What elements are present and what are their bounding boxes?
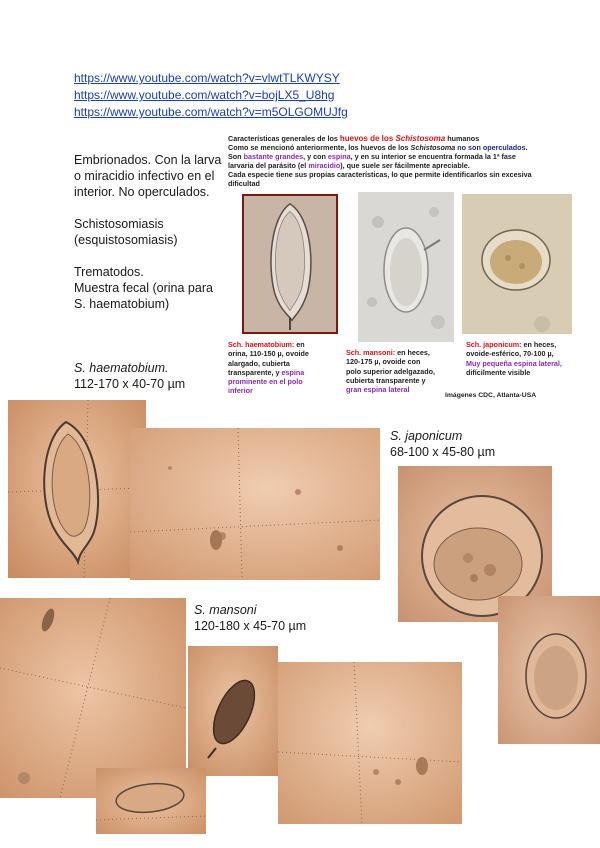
caption-mansoni: Sch. mansoni: en heces, 120-175 µ, ovoide con polo superior adelgazado, cubierta transparente y gran espina lateral [346,348,436,395]
micro-mansoni-photo-2 [188,646,278,776]
micro-japonicum-photo-2 [498,596,600,744]
summary-text [228,134,598,188]
caption-japonicum: Sch. japonicum: en heces, ovoide-esférico, 70-100 µ, Muy pequeña espina lateral, difícilmente visible [466,340,562,377]
note-line: Embrionados. Con la larva [74,153,222,167]
summary-line: Como se mencionó anteriormente, los huevos de los Schistosoma no son operculados. [228,143,528,152]
micro-mansoni-photo-4 [96,768,206,834]
summary-title: Características generales de los huevos de los Schistosoma humanos [228,134,480,143]
japonicum-size: 68-100 x 45-80 µm [390,445,496,459]
summary-line: dificultad [228,179,260,188]
youtube-link-2[interactable]: https://www.youtube.com/watch?v=bojLX5_U8hg [74,88,335,102]
japonicum-name: S. japonicum [390,429,463,443]
note-line: o miracidio infectivo en el [74,169,215,183]
micro-mansoni-photo-3 [278,662,462,824]
note-line: S. haematobium) [74,297,170,311]
haematobium-size: 112-170 x 40-70 µm [74,377,186,391]
note-line: (esquistosomiasis) [74,233,178,247]
note-line: Trematodos. [74,265,144,279]
youtube-link-1[interactable]: https://www.youtube.com/watch?v=vlwtTLKWYSY [74,71,340,85]
cdc-japonicum-image [462,194,572,334]
mansoni-size: 120-180 x 45-70 µm [194,619,307,633]
micro-haematobium-photo-1 [8,400,146,578]
haematobium-name: S. haematobium. [74,361,169,375]
youtube-link-3[interactable]: https://www.youtube.com/watch?v=m5OLGOMUJfg [74,105,348,119]
summary-line: Cada especie tiene sus propias características, lo que permite identificarlos sin excesiva [228,170,532,179]
micro-haematobium-photo-2 [130,428,380,580]
mansoni-name: S. mansoni [194,603,257,617]
image-credit: Imágenes CDC, Atlanta-USA [445,392,537,399]
cdc-haematobium-image [242,194,338,334]
note-line: Muestra fecal (orina para [74,281,213,295]
caption-haematobium: Sch. haematobium: en orina, 110-150 µ, ovoide alargado, cubierta transparente, y espina prominente en el polo inferior [228,340,309,396]
notes-block [74,152,234,312]
summary-line: Son bastante grandes, y con espina, y en su interior se encuentra formada la 1ª fase [228,152,516,161]
note-line: Schistosomiasis [74,217,164,231]
note-line: interior. No operculados. [74,185,210,199]
summary-line: larvaria del parásito (el miracidio), que suele ser fácilmente apreciable. [228,161,470,170]
cdc-mansoni-image [358,192,454,342]
